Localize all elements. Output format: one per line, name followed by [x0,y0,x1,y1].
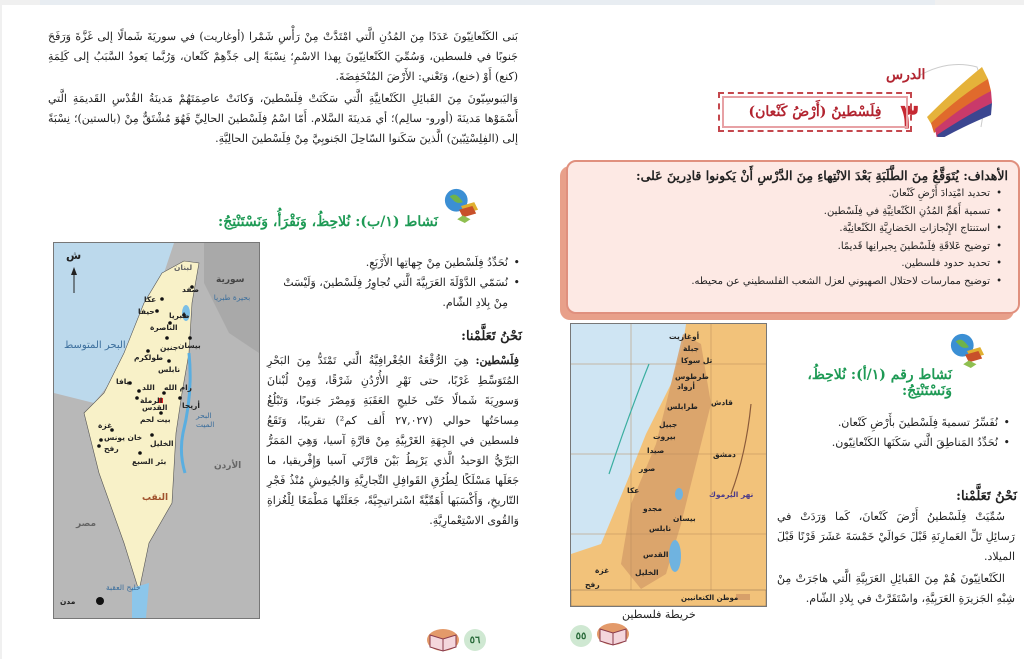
activity-1b-title: نَشاط (١/ب): نُلاحِظُ، وَنَقْرَأُ، وَنَسْتَنْتِجُ: [218,214,438,230]
city-label: الخليل [635,568,659,577]
city-label: خان يونس [104,433,143,442]
city-label: غزة [98,421,113,430]
city-label: تل سوكا [681,356,713,365]
lesson-title: فِلَسْطينُ (أَرْضُ كَنْعان) [718,92,912,132]
city-label: أريحا [182,401,200,410]
globe-activity-icon [948,332,986,368]
city-label: قادش [711,398,733,407]
map-legend-canaanite: موطن الكنعانيين [681,594,739,602]
city-label: بيروت [653,432,676,441]
city-label: جبلة [683,344,700,353]
city-label: اللد [142,383,155,392]
intro-paragraph-1: بَنى الكَنْعانِيّونَ عَدَدًا مِنَ المُدُنِ الَّتي امْتَدَّتْ مِنْ رَأْسِ شَمْرا (أوغاريت) في سوريَةَ شَمالًا إلى غَزَّةَ وَرَفَحَ جَنوبًا في فلسطين، وَسُمِّيَ الكَنْعانِيّونَ بِهذا الاسْمِ؛ نِسْبَةً إلى جَدِّهِمْ كَنْعان، وَرُبَّما يَعودُ السَّبَبُ إلى كَلِمَةِ (كنع) أَوْ (خنع)، وَتَعْني: الأَرْضَ المُنْخَفِضَةَ. [48,30,518,83]
activity-1b-item: • نُسَمّي الدَّوْلَةَ العَرَبِيَّةَ الَّتي تُجاوِرُ فِلَسْطينَ، وَلَيْسَتْ مِنْ بِلادِ الشّام. [267,273,522,313]
goals-list [568,185,1018,290]
city-label: صيدا [647,446,665,455]
city-label: صفد [182,285,199,294]
we-learned-para-2: الكَنْعانِيّونَ هُمْ مِنَ القَبائِلِ العَرَبِيَّةِ الَّتي هاجَرَتْ مِنْ شِبْهِ الجَزيرَةِ العَرَبِيَّةِ، واسْتَقَرَّتْ في بِلادِ الشّام. [777,572,1015,605]
activity-1a-list [777,413,1012,453]
activity-1b-list [267,253,522,313]
goal-item: • تحديد حدود فلسطين. [578,255,1004,273]
we-learned-heading-right: نَحْنُ تَعَلَّمْنا: [956,489,1017,504]
city-label: عكا [144,295,157,304]
we-learned-text-left [267,351,519,531]
goal-item: • استنتاج الإِنْجازاتِ الحَضارِيَّةِ الكَنْعانِيَّة. [578,220,1004,238]
city-label: أوغاريت [669,332,700,341]
goal-item: • تحديد امْتِدادَ أَرْضِ كَنْعانَ. [578,185,1004,203]
city-label: نابلس [158,365,181,374]
book-spread [2,5,1024,659]
lesson-number: ٣ [900,97,919,137]
city-label: صور [639,464,656,473]
city-label: بيسان [673,514,696,523]
city-label: طرطوس [675,372,709,381]
map-caption: خريطة فلسطين [622,608,696,621]
lesson-label: الدرس [886,67,926,83]
map-label-tiberias: بحيرة طبريا [213,293,251,302]
city-label: عكا [627,486,640,495]
book-icon-right [596,621,630,647]
city-label: طبريا [169,311,190,320]
city-label: بئر السبع [132,457,167,466]
map-legend-cities: مدن [60,597,76,606]
goals-heading: الأهداف: يُتَوَقَّعُ مِنَ الطَّلَبَةِ بَعْدَ الانْتِهاءِ مِنَ الدَّرْسِ أَنْ يَكونوا قادِرينَ عَلى: [636,168,1008,183]
palestine-definition: هِيَ الرُّقْعَةُ الجُغْرافِيَّةُ الَّتي تَمْتَدُّ مِنَ البَحْرِ المُتَوَسِّطِ غَرْبًا، حتى نَهْرِ الأُرْدُنِ شَرْقًا، وَمِنْ لُبْنانَ وَسورِيَةَ شَمالًا حَتّى خَليجِ العَقَبَةِ وَمِصْرَ جَنوبًا، وَتَبْلُغُ مِساحَتُها حوالي (٢٧,٠٢٧ أَلف كم²) تقريبًا، وَتَقَعُ فلسطين في الجِهَةِ الغَرْبِيَّةِ مِنْ قارَّةِ آسيا، وَهِيَ المَمَرُّ البَرِّيُّ الوَحيدُ الَّذي يَرْبِطُ بَيْنَ قارَّتَي آسيا وَإِفْريقيا، ما جَعَلَها مَسْلَكًا لِطُرُقِ القَوافِلِ التِّجارِيَّةِ وَالجُيوشِ مُنْذُ فَجْرِ التّاريخِ، وَأَكْسَبَها أَهَمِّيَّةً اسْتراتيجِيَّةً، جَعَلَتْها مَطْمَعًا لِلْغُزاةِ وَالقُوى الاسْتِعْمارِيَّةِ. [267,354,519,527]
city-label: أرواد [677,382,695,391]
goal-item: • توضيح عَلاقَةِ فِلَسْطينَ بِجيرانِها قَديمًا. [578,238,1004,256]
map-label-lebanon: لبنان [174,263,193,272]
page-number-left: ٥٦ [464,629,486,651]
map-label-jordan: الأردن [214,461,242,471]
activity-1a-item: • نُفَسِّرُ تسميةَ فِلَسْطينَ بأَرْضِ كَنْعان. [777,413,1012,433]
city-label: مجدو [643,504,663,513]
city-label: طرابلس [667,402,698,411]
lesson-goals-box [566,160,1020,314]
activity-1a-item: • نُحَدِّدُ المَناطِقَ الَّتي سَكَنَها الكَنْعانِيّون. [777,433,1012,453]
goal-item: • توضيح ممارسات لاحتلال الصهيوني لعزل الشعب الفلسطيني عن محيطه. [578,273,1004,291]
book-icon-left [426,627,460,653]
activity-1b-item: • نُحَدِّدُ فِلَسْطينَ مِنْ جِهاتِها الأَرْبَعِ. [267,253,522,273]
city-label: رام الله [164,383,192,392]
city-label: القدس [643,550,669,559]
map-label-yarmouk: نهر اليرموك [709,490,754,499]
canaan-homeland-map [570,323,767,607]
map-label-negev: النقب [142,493,169,503]
map-label-dead-sea: البحر الميت [196,411,215,429]
map-label-egypt: مصر [76,519,97,529]
city-label: الخليل [150,439,174,448]
page-number-right: ٥٥ [570,625,592,647]
city-label: بيت لحم [140,415,171,424]
city-label: بيسان [178,341,201,350]
city-label: نابلس [649,524,672,533]
city-label: رفح [585,580,600,589]
we-learned-heading-left: نَحْنُ تَعَلَّمْنا: [461,329,522,344]
map-label-aqaba: خليج العقبة [106,583,141,592]
city-label: جبيل [659,420,678,429]
city-label: غزة [595,566,610,575]
city-label: رفح [104,444,119,453]
city-label: القدس [142,403,168,412]
city-label: الرملة [140,396,163,405]
goal-item: • تسمية أَهَمِّ المُدُنِ الكَنْعانِيَّةِ في فِلَسْطين. [578,203,1004,221]
map-label-sea: البحر المتوسط [64,340,126,351]
city-label: حيفا [138,307,155,316]
activity-1a-title: نَشاط رقم (١/أ): نُلاحِظُ، وَنَسْتَنْتِجُ: [807,367,952,399]
term-palestine: فِلَسْطين: [475,354,519,367]
globe-activity-icon [442,187,480,223]
city-label: دمشق [713,450,736,459]
palestine-borders-map [53,242,260,619]
city-label: يافا [116,377,130,386]
city-label: طولكرم [134,353,164,362]
city-label: الناصرة [150,323,178,332]
city-label: جنين [160,343,179,352]
we-learned-para-1: سُمِّيَتْ فِلَسْطينُ أَرْضَ كَنْعانَ، كَما وَرَدَتْ في رَسائِلِ تَلِّ العَمارِنَةِ قَبْلَ حَوالَيْ خَمْسَةَ عَشَرَ قَرْنًا قَبْلَ الميلاد. [777,510,1015,563]
intro-paragraph-2: وَاليَبوسِيّونَ مِنَ القَبائِلِ الكَنْعانِيَّةِ الَّتي سَكَنَتْ فِلَسْطينَ، وَكانَتْ عاصِمَتَهُمْ مَدينَةُ القُدْسِ القَديمَةِ الَّتي أَسْمَوْها مَدينَةَ (أورو- سالِم)؛ أي مَدينَةَ السَّلام. أَمّا اسْمُ فِلَسْطينَ الحالِيِّ فَهُوَ مُشْتَقٌّ مِنْ (بالستين)؛ نِسْبَةً إلى (الفِلِسْتِيّينَ) الَّذينَ سَكَنوا السّاحِلَ الجَنوبِيَّ مِنْ فِلَسْطينَ الحالِيَّةِ. [48,92,518,145]
north-arrow-label: ش [66,249,82,262]
map-label-syria: سورية [216,275,245,285]
